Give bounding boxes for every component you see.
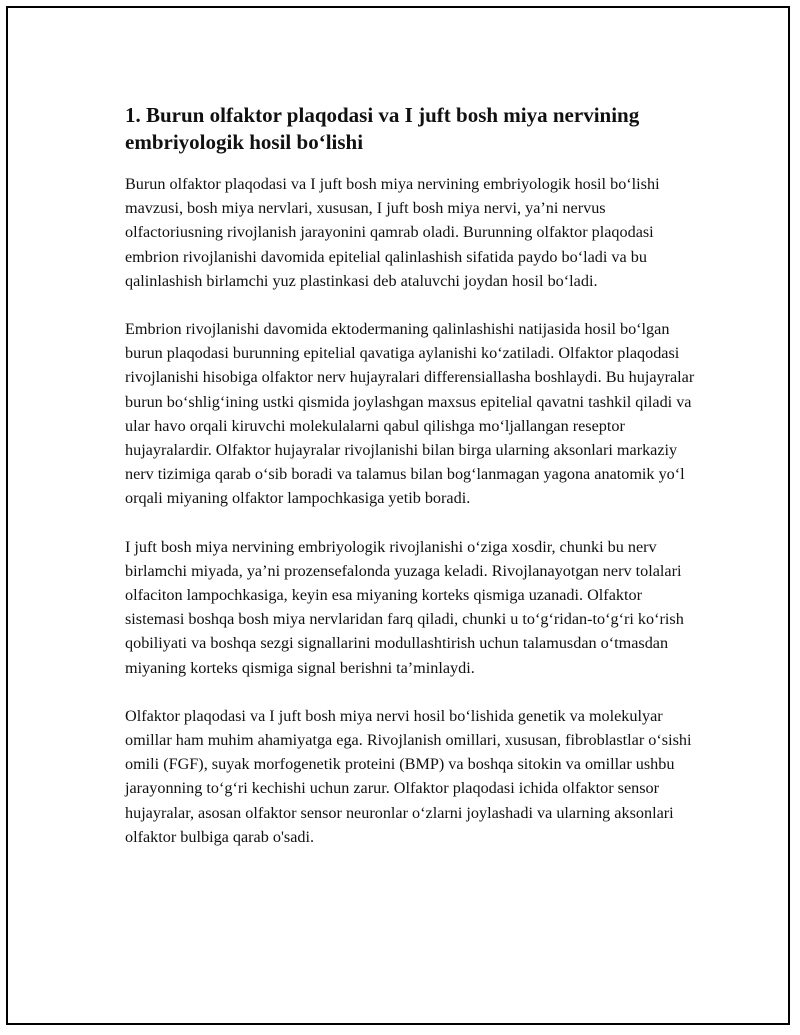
page-frame [6,6,790,1025]
paragraph-1: Burun olfaktor plaqodasi va I juft bosh miya nervining embriyologik hosil boʻlishi mavzusi, bosh miya nervlari, xususan, I juft bosh miya nervi, yaʼni nervus olfactoriusning rivojlanish jarayonini qamrab oladi. Burunning olfaktor plaqodasi embrion rivojlanishi davomida epitelial qalinlashish sifatida paydo boʻladi va bu qalinlashish birlamchi yuz plastinkasi deb ataluvchi joydan hosil boʻladi. [125,175,660,290]
paragraph-3: I juft bosh miya nervining embriyologik rivojlanishi oʻziga xosdir, chunki bu nerv birlamchi miyada, yaʼni prozensefalonda yuzaga keladi. Rivojlanayotgan nerv tolalari olfaciton lampochkasiga, keyin esa miyaning korteks qismiga uzanadi. Olfaktor sistemasi boshqa bosh miya nervlaridan farq qiladi, chunki u toʻgʻridan-toʻgʻri koʻrish qobiliyati va boshqa sezgi signallarini modullashtirish uchun talamusdan oʻtmasdan miyaning korteks qismiga signal berishni taʼminlaydi. [125,537,684,677]
document-body [125,102,705,873]
paragraph-4: Olfaktor plaqodasi va I juft bosh miya nervi hosil boʻlishida genetik va molekulyar omillar ham muhim ahamiyatga ega. Rivojlanish omillari, xususan, fibroblastlar oʻsishi omili (FGF), suyak morfogenetik proteini (BMP) va boshqa sitokin va omillar ushbu jarayonning toʻgʻri kechishi uchun zarur. Olfaktor plaqodasi ichida olfaktor sensor hujayralar, asosan olfaktor sensor neuronlar oʻzlarni joylashadi va ularning aksonlari olfaktor bulbiga qarab o'sadi. [125,706,692,846]
page-title: 1. Burun olfaktor plaqodasi va I juft bosh miya nervining embriyologik hosil boʻlishi [125,103,640,154]
paragraph-2: Embrion rivojlanishi davomida ektodermaning qalinlashishi natijasida hosil boʻlgan burun plaqodasi burunning epitelial qavatiga aylanishi koʻzatiladi. Olfaktor plaqodasi rivojlanishi hisobiga olfaktor nerv hujayralari differensiallasha boshlaydi. Bu hujayralar burun boʻshligʻining ustki qismida joylashgan maxsus epitelial qavatni tashkil qiladi va ular havo orqali kiruvchi molekulalarni qabul qilishga moʻljallangan reseptor hujayralardir. Olfaktor hujayralar rivojlanishi bilan birga ularning aksonlari markaziy nerv tizimiga qarab oʻsib boradi va talamus bilan bogʻlanmagan yagona anatomik yoʻl orqali miyaning olfaktor lampochkasiga yetib boradi. [125,320,695,508]
